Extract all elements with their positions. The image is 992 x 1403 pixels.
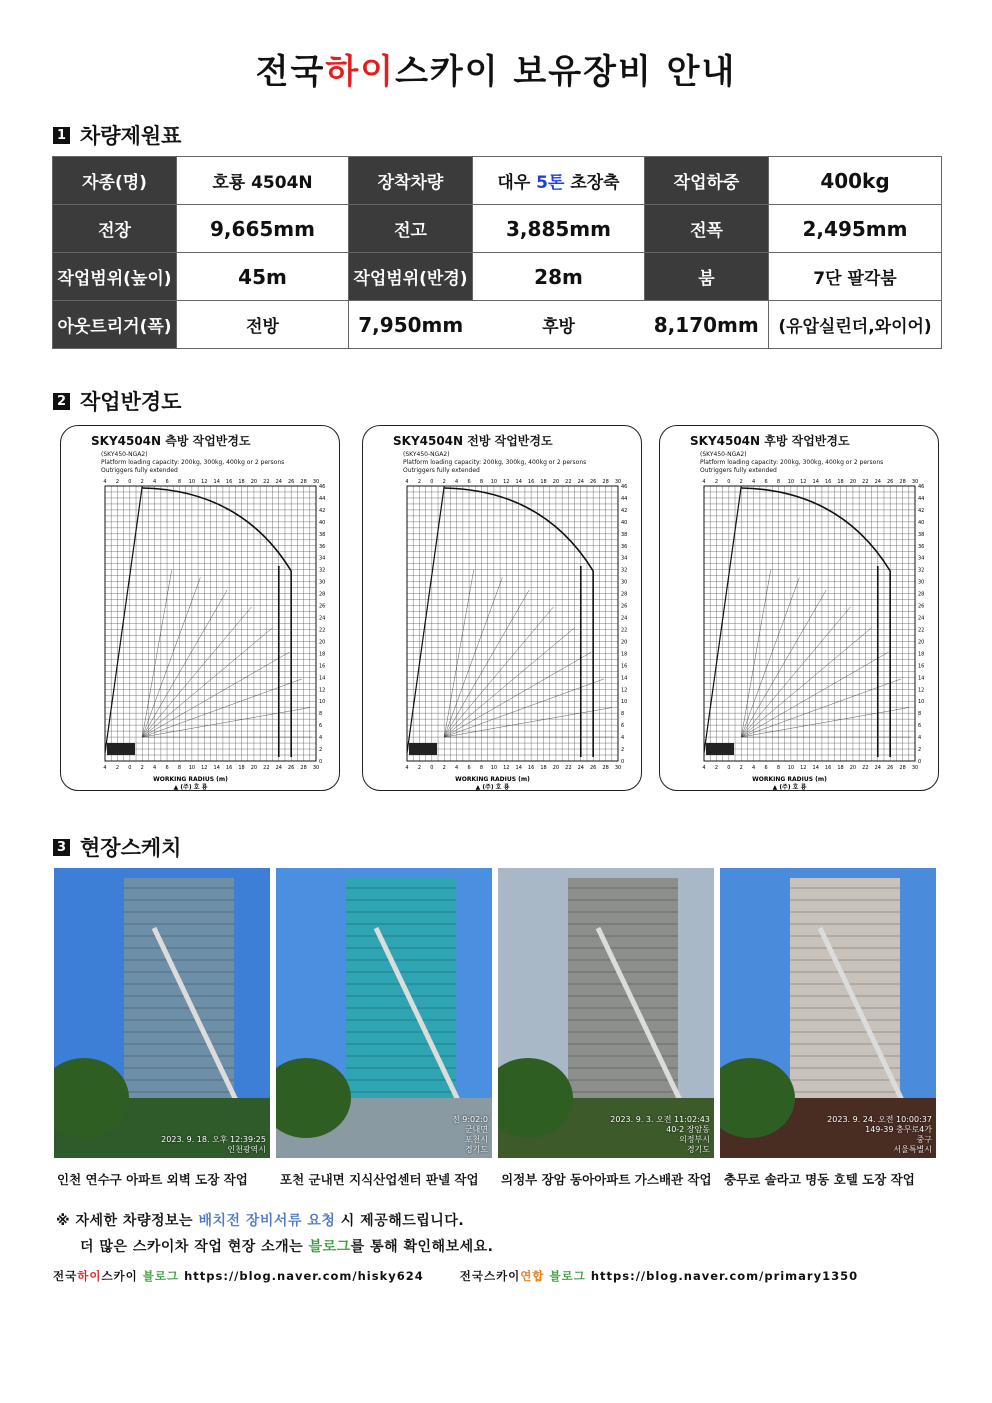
- blog-link-primary[interactable]: 전국스카이연합 블로그 https://blog.naver.com/primary1350: [459, 1269, 859, 1283]
- y-tick-label: 16: [621, 663, 628, 670]
- x-tick-label: 30: [312, 479, 320, 485]
- y-tick-label: 36: [918, 543, 925, 550]
- x-tick-label: 0: [128, 479, 132, 485]
- radius-grid: [61, 426, 339, 790]
- x-tick-label: 8: [479, 479, 484, 485]
- x-tick-label: 6: [467, 765, 471, 771]
- x-tick-label: 4: [752, 479, 756, 485]
- x-tick-label: 4: [103, 765, 107, 771]
- vehicle-icon: [706, 743, 734, 755]
- y-tick-label: 36: [621, 543, 628, 550]
- y-tick-label: 34: [621, 555, 628, 562]
- x-tick-label: 4: [702, 479, 706, 485]
- blog-link-hisky[interactable]: 전국하이스카이 블로그 https://blog.naver.com/hisky624: [53, 1269, 424, 1283]
- y-tick-label: 44: [319, 495, 326, 502]
- x-tick-label: 22: [565, 765, 572, 771]
- y-tick-label: 22: [621, 627, 628, 634]
- y-tick-label: 44: [621, 495, 628, 502]
- x-tick-label: 20: [250, 765, 258, 771]
- x-tick-label: 6: [764, 479, 768, 485]
- x-tick-label: 16: [824, 765, 832, 771]
- x-tick-label: 8: [776, 765, 781, 771]
- blog-note: 더 많은 스카이차 작업 현장 소개는 블로그를 통해 확인해보세요.: [80, 1239, 494, 1255]
- x-tick-label: 22: [862, 765, 869, 771]
- x-tick-label: 2: [115, 479, 120, 485]
- y-tick-label: 4: [918, 735, 922, 742]
- y-tick-label: 28: [918, 591, 925, 598]
- x-tick-label: 6: [467, 479, 471, 485]
- x-tick-label: 12: [800, 479, 807, 485]
- photo-caption: 충무로 솔라고 명동 호텔 도장 작업: [724, 1172, 915, 1187]
- y-tick-label: 6: [319, 723, 323, 730]
- x-tick-label: 0: [430, 765, 434, 771]
- y-tick-label: 10: [319, 699, 326, 706]
- x-tick-label: 24: [577, 765, 584, 771]
- x-tick-label: 12: [800, 765, 807, 771]
- photo-caption: 인천 연수구 아파트 외벽 도장 작업: [57, 1172, 248, 1187]
- y-tick-label: 26: [918, 603, 925, 610]
- site-photo: 2023. 9. 18. 오후 12:39:25 인천광역시: [54, 868, 270, 1158]
- x-tick-label: 24: [275, 765, 282, 771]
- y-tick-label: 8: [918, 711, 922, 718]
- x-tick-label: 28: [899, 765, 906, 771]
- y-tick-label: 32: [621, 567, 628, 574]
- radius-grid: [660, 426, 938, 790]
- maker-label: ▲ (주) 호 룡: [475, 784, 510, 790]
- y-tick-label: 42: [918, 507, 925, 514]
- table-row: 전장 9,665mm 전고 3,885mm 전폭 2,495mm: [53, 205, 942, 253]
- y-tick-label: 22: [319, 627, 326, 634]
- x-tick-label: 2: [115, 765, 120, 771]
- x-tick-label: 24: [275, 479, 282, 485]
- y-tick-label: 26: [319, 603, 326, 610]
- y-tick-label: 20: [918, 639, 925, 646]
- x-tick-label: 6: [165, 479, 169, 485]
- site-photo: 전 9:02:0 군내면 포천시 경기도: [276, 868, 492, 1158]
- x-tick-label: 10: [188, 765, 196, 771]
- x-tick-label: 18: [238, 765, 245, 771]
- y-tick-label: 40: [319, 519, 326, 526]
- x-tick-label: 12: [201, 765, 208, 771]
- x-tick-label: 12: [201, 479, 208, 485]
- y-tick-label: 12: [918, 687, 925, 694]
- y-tick-label: 24: [621, 615, 628, 622]
- x-tick-label: 4: [103, 479, 107, 485]
- y-tick-label: 8: [319, 711, 323, 718]
- y-tick-label: 18: [621, 651, 628, 658]
- x-tick-label: 30: [911, 765, 919, 771]
- y-tick-label: 46: [319, 484, 326, 490]
- x-tick-label: 2: [417, 765, 422, 771]
- y-tick-label: 2: [319, 747, 323, 754]
- radius-chart-side: SKY4504N 측방 작업반경도 (SKY450-NGA2) Platform loading capacity: 200kg, 300kg, 400kg or 2 persons Outriggers fully extended 4 4 2 2 0 0 2 2 4 4 6 6 8 8 10 10 12 12 14 14 16 16 18 18 20 20 22 22 24 24 26 26 28 28 30 30 46 44 42 40 38 36 34 32 30 28 26 24 22 20 18 16 14 12 10 8 6 4 2 0 WORKING RADIUS (m) ▲ (주) 호 룡: [60, 425, 340, 791]
- site-photo: 2023. 9. 3. 오전 11:02:43 40-2 장암동 의정부시 경기도: [498, 868, 714, 1158]
- y-tick-label: 34: [918, 555, 925, 562]
- x-tick-label: 26: [886, 479, 894, 485]
- y-tick-label: 42: [319, 507, 326, 514]
- y-tick-label: 14: [621, 675, 628, 682]
- y-tick-label: 28: [621, 591, 628, 598]
- x-tick-label: 6: [764, 765, 768, 771]
- y-tick-label: 6: [918, 723, 922, 730]
- x-tick-label: 4: [153, 765, 157, 771]
- x-tick-label: 2: [714, 479, 719, 485]
- x-tick-label: 4: [455, 479, 459, 485]
- x-tick-label: 14: [515, 479, 522, 485]
- y-tick-label: 40: [621, 519, 628, 526]
- maker-label: ▲ (주) 호 룡: [173, 784, 208, 790]
- x-tick-label: 28: [300, 765, 307, 771]
- x-tick-label: 12: [503, 479, 510, 485]
- x-tick-label: 28: [899, 479, 906, 485]
- section-heading-charts: 2 작업반경도: [53, 386, 181, 416]
- x-tick-label: 14: [213, 479, 220, 485]
- y-tick-label: 20: [319, 639, 326, 646]
- y-tick-label: 42: [621, 507, 628, 514]
- photo-caption: 의정부 장암 동아아파트 가스배관 작업: [501, 1172, 712, 1187]
- y-tick-label: 28: [319, 591, 326, 598]
- x-tick-label: 24: [874, 479, 881, 485]
- x-tick-label: 0: [430, 479, 434, 485]
- x-tick-label: 16: [527, 479, 535, 485]
- y-tick-label: 4: [621, 735, 625, 742]
- x-tick-label: 6: [165, 765, 169, 771]
- x-tick-label: 10: [490, 765, 498, 771]
- radius-chart-rear: SKY4504N 후방 작업반경도 (SKY450-NGA2) Platform loading capacity: 200kg, 300kg, 400kg or 2 persons Outriggers fully extended 4 4 2 2 0 0 2 2 4 4 6 6 8 8 10 10 12 12 14 14 16 16 18 18 20 20 22 22 24 24 26 26 28 28 30 30 46 44 42 40 38 36 34 32 30 28 26 24 22 20 18 16 14 12 10 8 6 4 2 0 WORKING RADIUS (m) ▲ (주) 호 룡: [659, 425, 939, 791]
- y-tick-label: 2: [621, 747, 625, 754]
- vehicle-icon: [107, 743, 135, 755]
- x-tick-label: 2: [442, 479, 446, 485]
- y-tick-label: 14: [319, 675, 326, 682]
- x-tick-label: 22: [862, 479, 869, 485]
- y-tick-label: 26: [621, 603, 628, 610]
- x-tick-label: 10: [787, 765, 795, 771]
- x-tick-label: 18: [837, 765, 844, 771]
- y-tick-label: 16: [319, 663, 326, 670]
- photo-caption: 포천 군내면 지식산업센터 판넬 작업: [280, 1172, 479, 1187]
- page-title: 전국하이스카이 보유장비 안내: [255, 52, 737, 92]
- x-tick-label: 28: [602, 479, 609, 485]
- x-tick-label: 22: [263, 479, 270, 485]
- x-tick-label: 22: [263, 765, 270, 771]
- x-tick-label: 2: [140, 479, 144, 485]
- x-tick-label: 30: [911, 479, 919, 485]
- x-tick-label: 24: [874, 765, 881, 771]
- table-row: 작업범위(높이) 45m 작업범위(반경) 28m 붐 7단 팔각붐: [53, 253, 942, 301]
- y-tick-label: 30: [918, 579, 925, 586]
- y-tick-label: 18: [918, 651, 925, 658]
- y-tick-label: 14: [918, 675, 925, 682]
- x-tick-label: 18: [540, 765, 547, 771]
- x-axis-label: WORKING RADIUS (m): [752, 776, 827, 783]
- x-tick-label: 26: [589, 479, 597, 485]
- x-tick-label: 8: [177, 479, 182, 485]
- x-tick-label: 20: [849, 765, 857, 771]
- x-tick-label: 24: [577, 479, 584, 485]
- x-tick-label: 20: [849, 479, 857, 485]
- x-axis-label: WORKING RADIUS (m): [455, 776, 530, 783]
- x-tick-label: 8: [177, 765, 182, 771]
- y-tick-label: 20: [621, 639, 628, 646]
- x-tick-label: 4: [405, 479, 409, 485]
- x-tick-label: 14: [213, 765, 220, 771]
- y-tick-label: 22: [918, 627, 925, 634]
- info-note: ※ 자세한 차량정보는 배치전 장비서류 요청 시 제공해드립니다.: [56, 1213, 465, 1229]
- x-tick-label: 8: [479, 765, 484, 771]
- x-tick-label: 2: [739, 479, 743, 485]
- x-tick-label: 0: [727, 479, 731, 485]
- x-tick-label: 22: [565, 479, 572, 485]
- x-tick-label: 4: [752, 765, 756, 771]
- section-heading-spec: 1 차량제원표: [53, 120, 181, 150]
- x-tick-label: 30: [614, 479, 622, 485]
- table-row: 아웃트리거(폭) 전방 7,950mm 후방 8,170mm (유압실린더,와이어): [53, 301, 942, 349]
- y-tick-label: 30: [621, 579, 628, 586]
- x-tick-label: 16: [527, 765, 535, 771]
- x-tick-label: 18: [238, 479, 245, 485]
- x-tick-label: 20: [552, 765, 560, 771]
- y-tick-label: 34: [319, 555, 326, 562]
- x-tick-label: 2: [417, 479, 422, 485]
- x-tick-label: 10: [490, 479, 498, 485]
- x-tick-label: 10: [787, 479, 795, 485]
- x-tick-label: 16: [225, 479, 233, 485]
- x-tick-label: 4: [455, 765, 459, 771]
- y-tick-label: 0: [918, 759, 922, 765]
- spec-table: [52, 156, 942, 349]
- y-tick-label: 8: [621, 711, 625, 718]
- maker-label: ▲ (주) 호 룡: [772, 784, 807, 790]
- x-tick-label: 30: [614, 765, 622, 771]
- x-tick-label: 20: [250, 479, 258, 485]
- x-tick-label: 26: [589, 765, 597, 771]
- y-tick-label: 10: [918, 699, 925, 706]
- y-tick-label: 32: [319, 567, 326, 574]
- site-photo: 2023. 9. 24. 오전 10:00:37 149-39 충무로4가 중구 서울특별시: [720, 868, 936, 1158]
- x-tick-label: 2: [442, 765, 446, 771]
- x-tick-label: 30: [312, 765, 320, 771]
- y-tick-label: 0: [319, 759, 323, 765]
- x-tick-label: 8: [776, 479, 781, 485]
- y-tick-label: 40: [918, 519, 925, 526]
- x-tick-label: 2: [739, 765, 743, 771]
- y-tick-label: 2: [918, 747, 922, 754]
- y-tick-label: 32: [918, 567, 925, 574]
- y-tick-label: 16: [918, 663, 925, 670]
- table-row: 자종(명) 호룡 4504N 장착차량 대우 5톤 초장축 작업하중 400kg: [53, 157, 942, 205]
- y-tick-label: 38: [918, 531, 925, 538]
- x-tick-label: 26: [287, 765, 295, 771]
- x-tick-label: 28: [300, 479, 307, 485]
- radius-chart-front: SKY4504N 전방 작업반경도 (SKY450-NGA2) Platform loading capacity: 200kg, 300kg, 400kg or 2 persons Outriggers fully extended 4 4 2 2 0 0 2 2 4 4 6 6 8 8 10 10 12 12 14 14 16 16 18 18 20 20 22 22 24 24 26 26 28 28 30 30 46 44 42 40 38 36 34 32 30 28 26 24 22 20 18 16 14 12 10 8 6 4 2 0 WORKING RADIUS (m) ▲ (주) 호 룡: [362, 425, 642, 791]
- y-tick-label: 18: [319, 651, 326, 658]
- footer-links: [53, 1268, 858, 1284]
- x-tick-label: 14: [812, 765, 819, 771]
- x-tick-label: 0: [727, 765, 731, 771]
- x-tick-label: 16: [225, 765, 233, 771]
- x-tick-label: 2: [140, 765, 144, 771]
- radius-grid: [363, 426, 641, 790]
- y-tick-label: 38: [319, 531, 326, 538]
- y-tick-label: 12: [621, 687, 628, 694]
- x-tick-label: 10: [188, 479, 196, 485]
- y-tick-label: 38: [621, 531, 628, 538]
- x-tick-label: 16: [824, 479, 832, 485]
- y-tick-label: 12: [319, 687, 326, 694]
- y-tick-label: 24: [918, 615, 925, 622]
- y-tick-label: 44: [918, 495, 925, 502]
- y-tick-label: 4: [319, 735, 323, 742]
- x-tick-label: 20: [552, 479, 560, 485]
- x-tick-label: 0: [128, 765, 132, 771]
- x-tick-label: 28: [602, 765, 609, 771]
- y-tick-label: 10: [621, 699, 628, 706]
- x-tick-label: 18: [837, 479, 844, 485]
- x-tick-label: 12: [503, 765, 510, 771]
- x-tick-label: 14: [812, 479, 819, 485]
- x-tick-label: 14: [515, 765, 522, 771]
- x-tick-label: 4: [405, 765, 409, 771]
- y-tick-label: 6: [621, 723, 625, 730]
- x-tick-label: 2: [714, 765, 719, 771]
- y-tick-label: 46: [621, 484, 628, 490]
- x-tick-label: 26: [287, 479, 295, 485]
- x-tick-label: 18: [540, 479, 547, 485]
- section-heading-photos: 3 현장스케치: [53, 832, 181, 862]
- y-tick-label: 36: [319, 543, 326, 550]
- y-tick-label: 30: [319, 579, 326, 586]
- y-tick-label: 24: [319, 615, 326, 622]
- y-tick-label: 46: [918, 484, 925, 490]
- vehicle-icon: [409, 743, 437, 755]
- x-tick-label: 4: [702, 765, 706, 771]
- x-axis-label: WORKING RADIUS (m): [153, 776, 228, 783]
- y-tick-label: 0: [621, 759, 625, 765]
- x-tick-label: 26: [886, 765, 894, 771]
- x-tick-label: 4: [153, 479, 157, 485]
